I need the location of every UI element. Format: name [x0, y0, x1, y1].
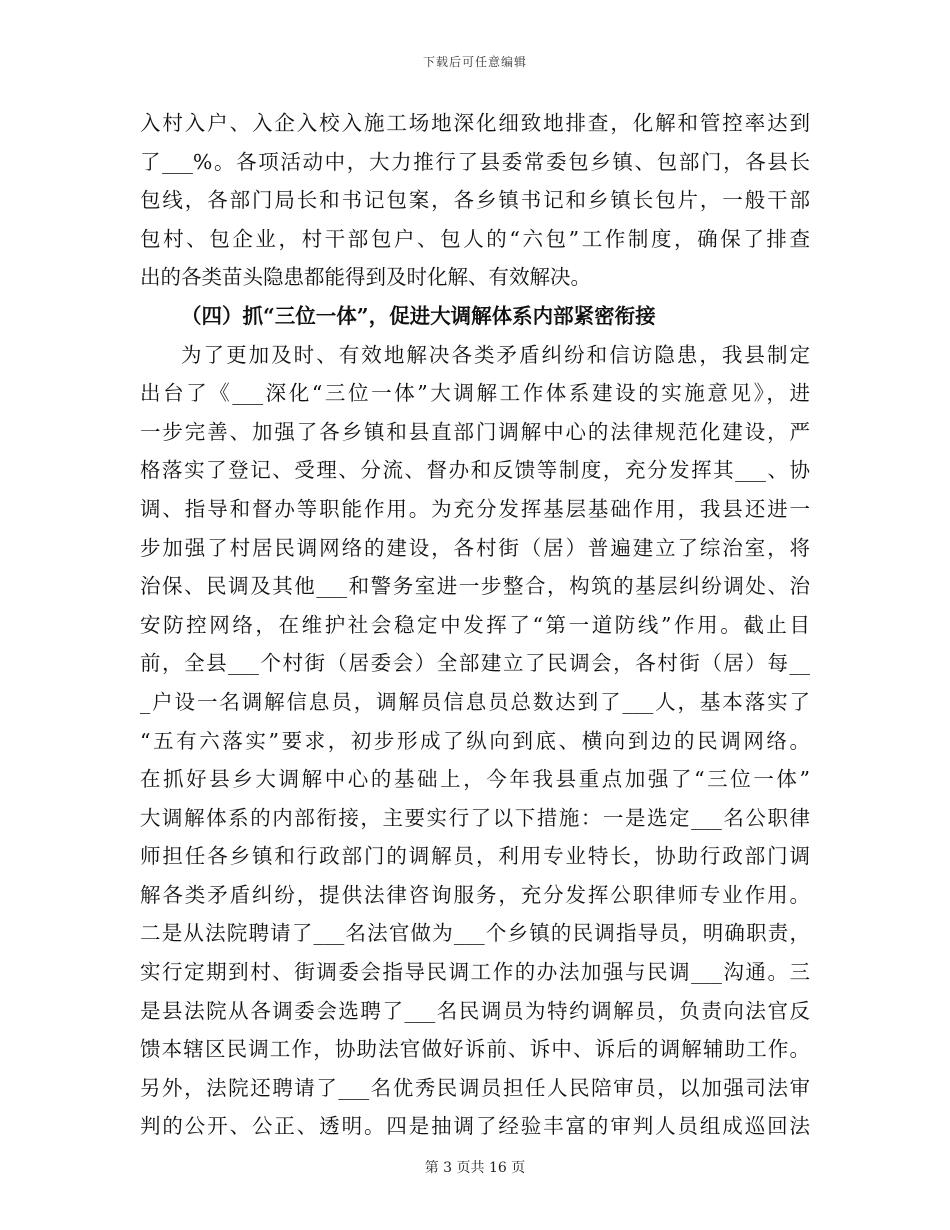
text-line: 前，全县___个村街（居委会）全部建立了民调会，各村街（居）每__	[140, 651, 810, 676]
text-line: 馈本辖区民调工作，协助法官做好诉前、诉中、诉后的调解辅助工作。	[140, 1037, 810, 1062]
page-number: 第 3 页共 16 页	[424, 1160, 526, 1176]
text-line: 包村、包企业，村干部包户、包人的“六包”工作制度，确保了排查	[140, 226, 810, 251]
text-line: “五有六落实”要求，初步形成了纵向到底、横向到边的民调网络。	[140, 728, 810, 753]
text-line: 格落实了登记、受理、分流、督办和反馈等制度，充分发挥其___、协	[140, 458, 810, 483]
text-line: 步加强了村居民调网络的建设，各村街（居）普遍建立了综治室，将	[140, 535, 810, 560]
text-line: 出的各类苗头隐患都能得到及时化解、有效解决。	[140, 265, 591, 290]
text-line: 解各类矛盾纠纷，提供法律咨询服务，充分发挥公职律师专业作用。	[140, 882, 810, 907]
page-header: 下载后可任意编辑	[422, 55, 527, 69]
text-line: 安防控网络，在维护社会稳定中发挥了“第一道防线”作用。截止目	[140, 612, 810, 637]
text-line: 判的公开、公正、透明。四是抽调了经验丰富的审判人员组成巡回法	[140, 1114, 810, 1139]
text-line: 为了更加及时、有效地解决各类矛盾纠纷和信访隐患，我县制定	[181, 342, 810, 367]
text-line: 师担任各乡镇和行政部门的调解员，利用专业特长，协助行政部门调	[140, 844, 810, 869]
section-heading: （四）抓“三位一体”，促进大调解体系内部紧密衔接	[181, 303, 656, 328]
text-line: 调、指导和督办等职能作用。为充分发挥基层基础作用，我县还进一	[140, 496, 810, 521]
text-line: 一步完善、加强了各乡镇和县直部门调解中心的法律规范化建设，严	[140, 419, 810, 444]
text-line: 实行定期到村、街调委会指导民调工作的办法加强与民调___沟通。三	[140, 960, 810, 985]
text-line: 了___%。各项活动中，大力推行了县委常委包乡镇、包部门，各县长	[140, 149, 810, 174]
text-line: 另外，法院还聘请了___名优秀民调员担任人民陪审员，以加强司法审	[140, 1075, 810, 1100]
text-line: 治保、民调及其他___和警务室进一步整合，构筑的基层纠纷调处、治	[140, 574, 810, 599]
text-line: 入村入户、入企入校入施工场地深化细致地排查，化解和管控率达到	[140, 111, 810, 135]
text-line: _户设一名调解信息员，调解员信息员总数达到了___人，基本落实了	[140, 689, 810, 714]
text-line: 二是从法院聘请了___名法官做为___个乡镇的民调指导员，明确职责，	[140, 921, 810, 946]
text-line: 在抓好县乡大调解中心的基础上，今年我县重点加强了“三位一体”	[140, 767, 810, 792]
text-line: 是县法院从各调委会选聘了___名民调员为特约调解员，负责向法官反	[140, 998, 810, 1023]
text-line: 包线，各部门局长和书记包案，各乡镇书记和乡镇长包片，一般干部	[140, 188, 810, 213]
text-line: 出台了《___深化“三位一体”大调解工作体系建设的实施意见》，进	[140, 381, 810, 406]
text-line: 大调解体系的内部衔接，主要实行了以下措施：一是选定___名公职律	[140, 805, 810, 830]
document-body	[140, 104, 810, 1146]
